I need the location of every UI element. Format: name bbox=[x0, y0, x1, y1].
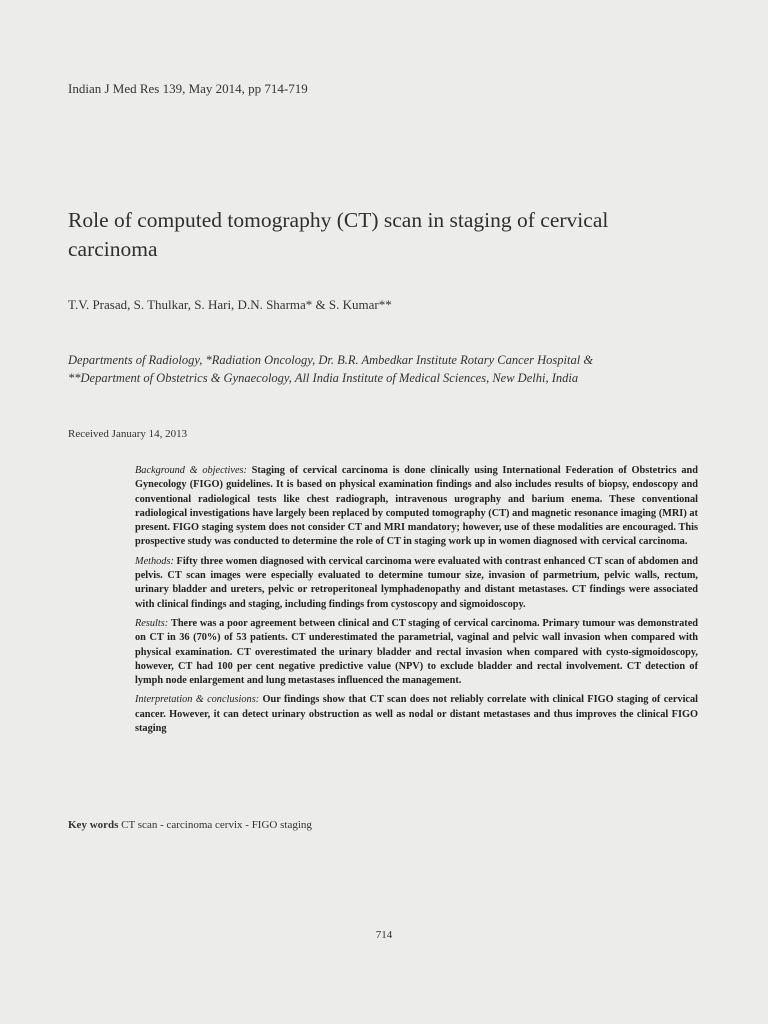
section-text: Staging of cervical carcinoma is done clinically using International Federation of Obstetrics and Gynecology (FIGO) guidelines. It is based on physical examination findings and also includes results of biopsy, endoscopy and conventional radiological tests like chest radiograph, intravenous urography and barium enema. These conventional radiological investigations have largely been replaced by computed tomography (CT) and magnetic resonance imaging (MRI) at present. FIGO staging system does not consider CT and MRI mandatory; however, use of these modalities are encouraged. This prospective study was conducted to determine the role of CT in staging work up in women diagnosed with cervical carcinoma. bbox=[135, 465, 698, 548]
keywords bbox=[68, 819, 312, 831]
affiliations bbox=[68, 351, 708, 387]
keywords-label: Key words bbox=[68, 819, 119, 831]
article-title: Role of computed tomography (CT) scan in staging of cervical carcinoma bbox=[68, 208, 609, 261]
received-date: Received January 14, 2013 bbox=[68, 428, 188, 440]
page-number: 714 bbox=[375, 929, 393, 941]
affiliation-line: Departments of Radiology, *Radiation Oncology, Dr. B.R. Ambedkar Institute Rotary Cancer Hospital & bbox=[68, 353, 594, 367]
abstract-results bbox=[135, 617, 698, 688]
section-text: Our findings show that CT scan does not reliably correlate with clinical FIGO staging of cervical cancer. However, it can detect urinary obstruction as well as nodal or distant metastases and thus improves the clinical FIGO staging bbox=[135, 694, 699, 735]
abstract bbox=[135, 464, 698, 741]
section-label: Methods: bbox=[135, 555, 174, 567]
journal-reference: Indian J Med Res 139, May 2014, pp 714-719 bbox=[68, 81, 308, 96]
author-list: T.V. Prasad, S. Thulkar, S. Hari, D.N. Sharma* & S. Kumar** bbox=[68, 297, 392, 312]
section-text: Fifty three women diagnosed with cervical carcinoma were evaluated with contrast enhanced CT scan of abdomen and pelvis. CT scan images were especially evaluated to determine tumour size, invasion of parmetrium, pelvic walls, rectum, urinary bladder and ureters, pelvic or retroperitoneal lymphadenopathy and distant metastases. CT findings were associated with clinical findings and staging, including findings from cystoscopy and sigmoidoscopy. bbox=[135, 555, 698, 610]
abstract-background bbox=[135, 464, 698, 550]
abstract-methods bbox=[135, 555, 698, 612]
section-label: Interpretation & conclusions: bbox=[135, 694, 260, 706]
section-label: Results: bbox=[135, 617, 169, 629]
section-text: There was a poor agreement between clinical and CT staging of cervical carcinoma. Primary tumour was demonstrated on CT in 36 (70%) of 53 patients. CT underestimated the parametrial, vaginal and pelvic wall invasion when compared with physical examination. CT overestimated the urinary bladder and rectal invasion when compared with cysto-sigmoidoscopy, however, CT had 100 per cent negative predictive value (NPV) to exclude bladder and rectal involvement. CT detection of lymph node enlargement and lung metastases influenced the management. bbox=[135, 617, 698, 687]
abstract-conclusions bbox=[135, 693, 698, 736]
affiliation-line: **Department of Obstetrics & Gynaecology, All India Institute of Medical Sciences, New Delhi, India bbox=[68, 371, 579, 385]
keywords-text: CT scan - carcinoma cervix - FIGO staging bbox=[121, 819, 312, 831]
section-label: Background & objectives: bbox=[135, 465, 247, 476]
